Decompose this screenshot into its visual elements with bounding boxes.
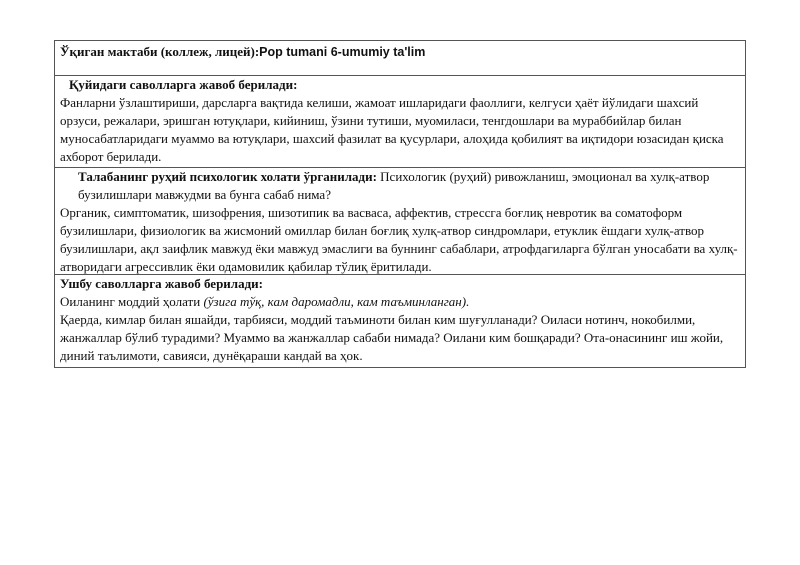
section-psychological-state	[55, 168, 745, 275]
school-row	[55, 41, 745, 76]
school-label: Ўқиган мактаби (коллеж, лицей):	[60, 44, 260, 59]
section3-line1-lead: Оиланинг моддий ҳолати	[60, 294, 204, 309]
section-general-questions	[55, 76, 745, 168]
section3-heading: Ушбу саволларга жавоб берилади:	[60, 276, 263, 291]
school-value: Pop tumani 6-umumiy ta'lim	[259, 45, 426, 59]
section3-first-line	[60, 293, 741, 311]
section2-lead: Психологик (руҳий) ривожланиш, эмоционал ва хулқ-атвор бузилишлари мавжудми ва бунга сабаб нима?	[78, 169, 710, 202]
section3-line1-italic: (ўзига тўқ, кам даромадли, кам таъминланган).	[203, 294, 470, 309]
section3-text: Қаерда, кимлар билан яшайди, тарбияси, моддий таъминоти билан ким шуғулланади? Оиласи нотинч, нокобилми, жанжаллар бўлиб турадими? Муаммо ва жанжаллар сабаби нимада? Оилани ким бошқаради? Ота-онасининг иш жойи, диний таълимоти, савияси, дунёқараши кандай ва ҳок.	[60, 312, 724, 363]
section2-first-paragraph	[60, 168, 741, 204]
section2-text: Органик, симптоматик, шизофрения, шизотипик ва васваса, аффектив, стрессга боғлиқ невротик ва соматоформ бузилишлари, физиологик ва жисмоний омиллар билан боғлиқ хулқ-атвор синдромлари, етуклик ёшдаги хулқ-атвор бузилишлари, ақл заифлик мавжуд ёки мавжуд эмаслиги ва буннинг сабаблари, атрофдагиларга бўлган уносабати ва хулқ-атворидаги агрессивлик ёки одамовилик қабилар тўлиқ ёритилади.	[60, 205, 738, 274]
section1-heading: Қуйидаги саволларга жавоб берилади:	[69, 77, 298, 92]
section-family-questions	[55, 275, 745, 367]
section1-text: Фанларни ўзлаштириши, дарсларга вақтида келиши, жамоат ишларидаги фаоллиги, келгуси ҳаёт йўлидаги шахсий орзуси, режалари, эришган ютуқлари, кийиниш, ўзини тутиши, муомиласи, тенгдошлари ва мураббийлар билан муносабатларидаги муаммо ва ютуқлари, шахсий фазилат ва қусурлари, алоҳида қобилият ва иқтидори юзасидан қиска ахборот берилади.	[60, 95, 724, 164]
section2-heading: Талабанинг руҳий психологик холати ўрганилади:	[78, 169, 377, 184]
info-table	[54, 40, 746, 368]
